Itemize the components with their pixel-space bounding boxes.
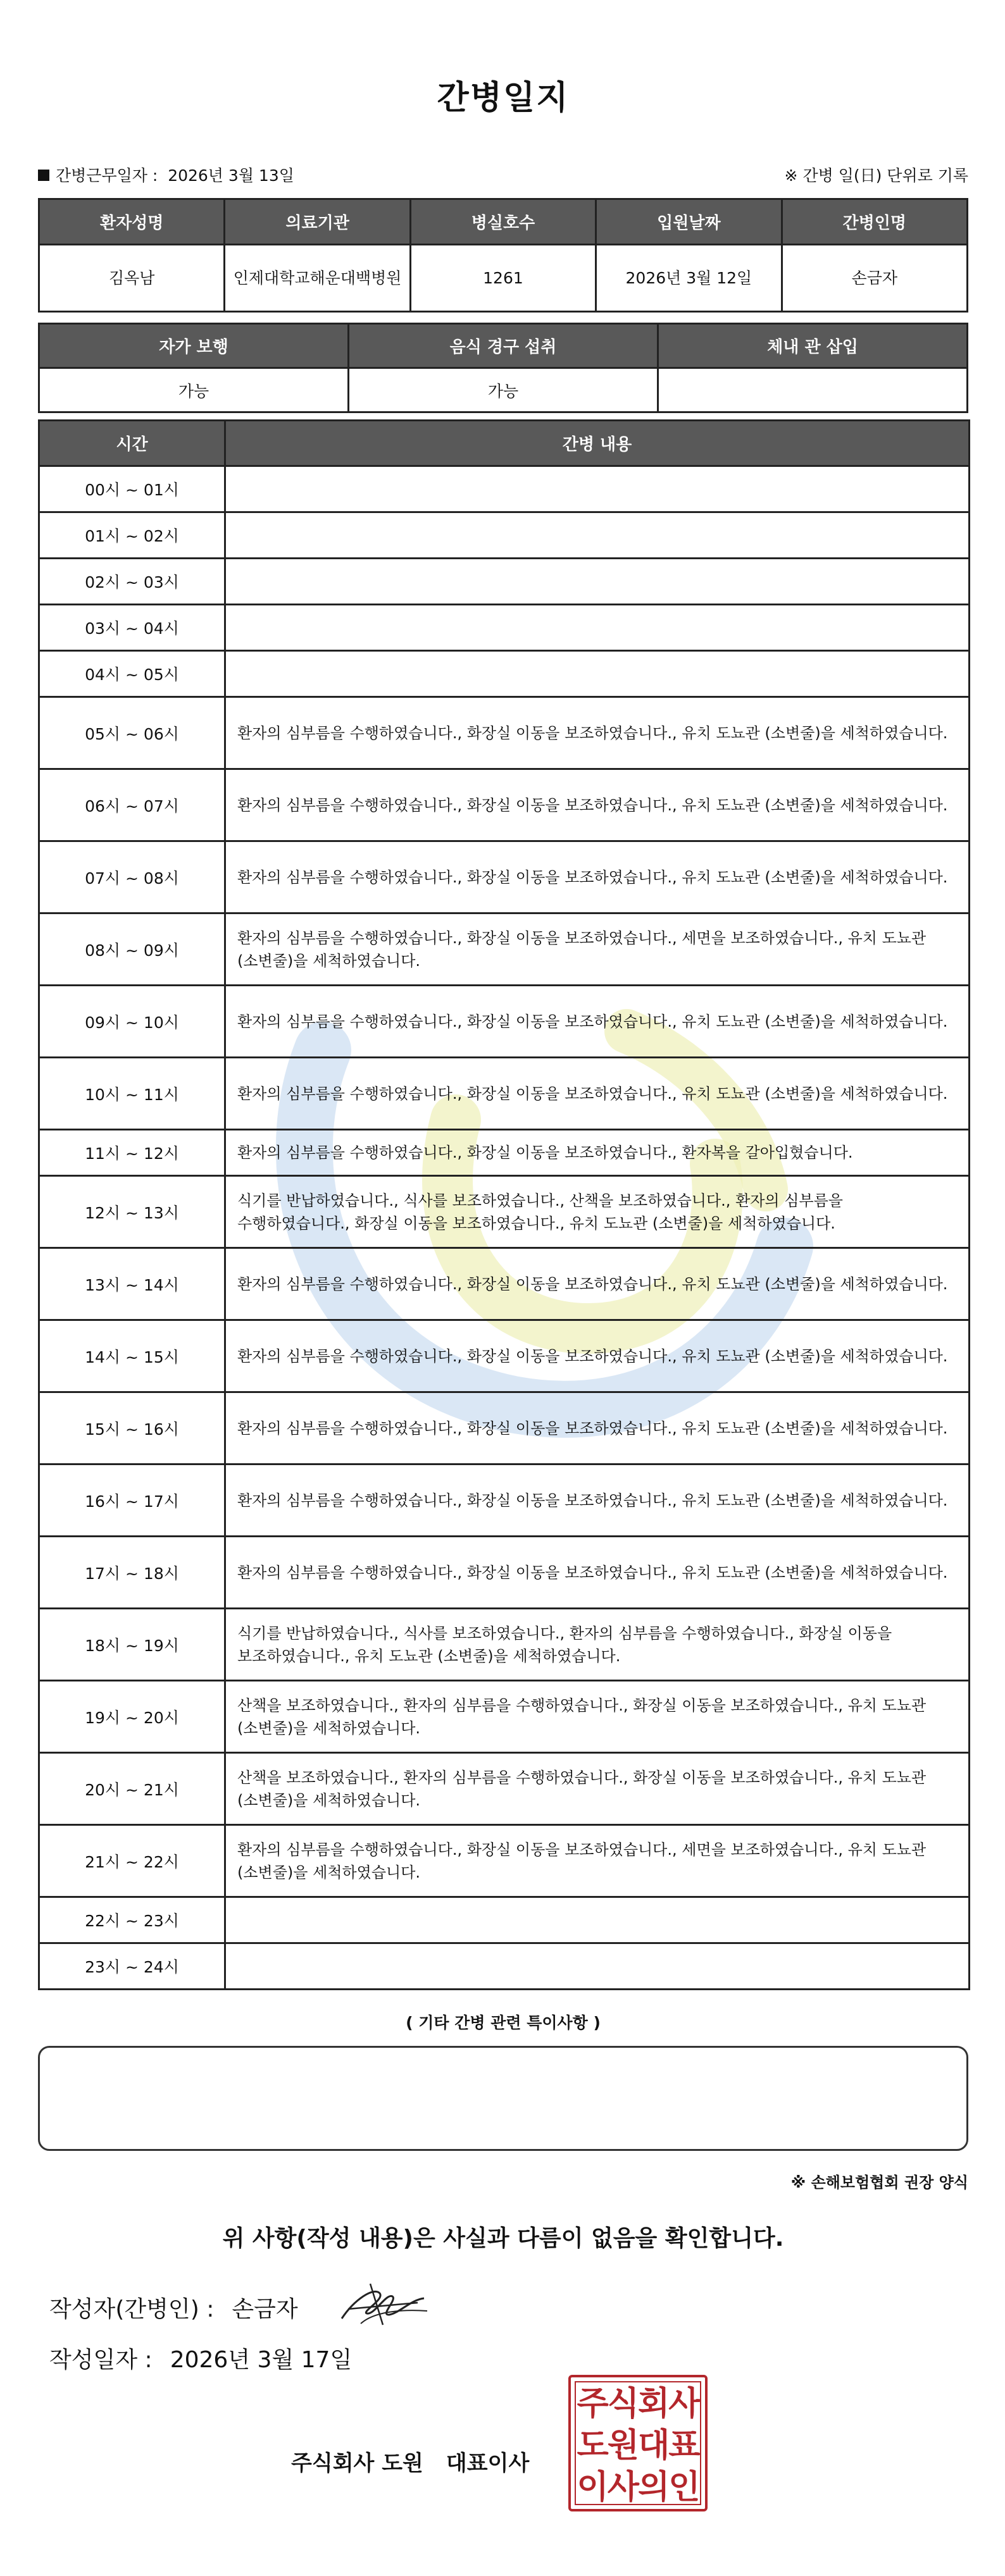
table-row (39, 1058, 970, 1130)
table-row (39, 697, 970, 769)
header-tube: 체내 관 삽입 (658, 324, 968, 368)
care-log-table (38, 419, 970, 1990)
seal-line-1: 주식회사 (577, 2385, 699, 2423)
table-row (39, 1320, 970, 1392)
content-cell: 환자의 심부름을 수행하였습니다., 화장실 이동을 보조하였습니다., 유치 도뇨관 (소변줄)을 세척하였습니다. (225, 986, 970, 1058)
time-cell: 17시 ~ 18시 (39, 1537, 225, 1609)
time-cell: 05시 ~ 06시 (39, 697, 225, 769)
walking-value: 가능 (39, 368, 349, 412)
status-value-row (39, 368, 968, 412)
header-walking: 자가 보행 (39, 324, 349, 368)
header-time: 시간 (39, 421, 225, 466)
header-care-content: 간병 내용 (225, 421, 970, 466)
time-cell: 11시 ~ 12시 (39, 1130, 225, 1176)
written-date-line (49, 2342, 352, 2374)
writer-name: 손금자 (232, 2296, 298, 2322)
time-cell: 09시 ~ 10시 (39, 986, 225, 1058)
content-cell: 환자의 심부름을 수행하였습니다., 화장실 이동을 보조하였습니다., 유치 도뇨관 (소변줄)을 세척하였습니다. (225, 1537, 970, 1609)
content-cell (225, 1897, 970, 1943)
content-cell: 환자의 심부름을 수행하였습니다., 화장실 이동을 보조하였습니다., 유치 도뇨관 (소변줄)을 세척하였습니다. (225, 841, 970, 913)
written-date-label: 작성일자 : (49, 2347, 153, 2373)
company-seal (568, 2375, 708, 2511)
square-bullet-icon (38, 170, 49, 181)
time-cell: 06시 ~ 07시 (39, 769, 225, 841)
table-row (39, 1825, 970, 1897)
table-row (39, 651, 970, 697)
admission-date: 2026년 3월 12일 (596, 245, 782, 312)
time-cell: 13시 ~ 14시 (39, 1248, 225, 1320)
time-cell: 22시 ~ 23시 (39, 1897, 225, 1943)
work-date (38, 163, 294, 186)
time-cell: 02시 ~ 03시 (39, 559, 225, 605)
company-rep-title: 대표이사 (446, 2451, 530, 2476)
table-row (39, 605, 970, 651)
patient-header-row (39, 199, 968, 245)
content-cell: 환자의 심부름을 수행하였습니다., 화장실 이동을 보조하였습니다., 유치 도뇨관 (소변줄)을 세척하였습니다. (225, 1058, 970, 1130)
table-row (39, 1392, 970, 1464)
header-caregiver: 간병인명 (782, 199, 967, 245)
time-cell: 01시 ~ 02시 (39, 512, 225, 559)
time-cell: 12시 ~ 13시 (39, 1176, 225, 1248)
header-admission-date: 입원날짜 (596, 199, 782, 245)
company-name: 주식회사 도원 (291, 2451, 423, 2476)
content-cell (225, 605, 970, 651)
table-row (39, 1609, 970, 1681)
recommend-note: ※ 손해보험협회 권장 양식 (790, 2174, 968, 2191)
header-oral-intake: 음식 경구 섭취 (349, 324, 658, 368)
table-row (39, 769, 970, 841)
table-row (39, 512, 970, 559)
time-cell: 04시 ~ 05시 (39, 651, 225, 697)
seal-line-2: 도원대표 (577, 2427, 699, 2465)
content-cell: 식기를 반납하였습니다., 식사를 보조하였습니다., 산책을 보조하였습니다., 환자의 심부름을 수행하였습니다., 화장실 이동을 보조하였습니다., 유치 도뇨관 (소변줄)을 세척하였습니다. (225, 1176, 970, 1248)
time-cell: 00시 ~ 01시 (39, 466, 225, 512)
content-cell (225, 466, 970, 512)
unit-note: ※ 간병 일(日) 단위로 기록 (784, 166, 968, 185)
time-cell: 08시 ~ 09시 (39, 913, 225, 986)
time-cell: 20시 ~ 21시 (39, 1753, 225, 1825)
work-date-value: 2026년 3월 13일 (168, 166, 294, 185)
content-cell: 환자의 심부름을 수행하였습니다., 화장실 이동을 보조하였습니다., 유치 도뇨관 (소변줄)을 세척하였습니다. (225, 769, 970, 841)
content-cell: 산책을 보조하였습니다., 환자의 심부름을 수행하였습니다., 화장실 이동을 보조하였습니다., 유치 도뇨관 (소변줄)을 세척하였습니다. (225, 1681, 970, 1753)
writer-label: 작성자(간병인) : (49, 2296, 215, 2322)
patient-name: 김옥남 (39, 245, 225, 312)
content-cell (225, 1943, 970, 1990)
header-hospital: 의료기관 (225, 199, 410, 245)
content-cell: 산책을 보조하였습니다., 환자의 심부름을 수행하였습니다., 화장실 이동을 보조하였습니다., 유치 도뇨관 (소변줄)을 세척하였습니다. (225, 1753, 970, 1825)
content-cell: 환자의 심부름을 수행하였습니다., 화장실 이동을 보조하였습니다., 유치 도뇨관 (소변줄)을 세척하였습니다. (225, 1464, 970, 1537)
content-cell: 환자의 심부름을 수행하였습니다., 화장실 이동을 보조하였습니다., 세면을 보조하였습니다., 유치 도뇨관 (소변줄)을 세척하였습니다. (225, 913, 970, 986)
table-row (39, 986, 970, 1058)
time-cell: 15시 ~ 16시 (39, 1392, 225, 1464)
company-line (291, 2446, 529, 2477)
work-date-label: 간병근무일자 : (56, 166, 158, 185)
table-row (39, 1753, 970, 1825)
patient-value-row (39, 245, 968, 312)
page-title: 간병일지 (437, 79, 570, 117)
oral-intake-value: 가능 (349, 368, 658, 412)
time-cell: 23시 ~ 24시 (39, 1943, 225, 1990)
time-cell: 18시 ~ 19시 (39, 1609, 225, 1681)
header-patient-name: 환자성명 (39, 199, 225, 245)
status-header-row (39, 324, 968, 368)
time-cell: 14시 ~ 15시 (39, 1320, 225, 1392)
content-cell (225, 512, 970, 559)
content-cell (225, 651, 970, 697)
content-cell: 식기를 반납하였습니다., 식사를 보조하였습니다., 환자의 심부름을 수행하였습니다., 화장실 이동을 보조하였습니다., 유치 도뇨관 (소변줄)을 세척하였습니다. (225, 1609, 970, 1681)
caregiver-name: 손금자 (782, 245, 967, 312)
hospital-name: 인제대학교해운대백병원 (225, 245, 410, 312)
table-row (39, 1681, 970, 1753)
time-cell: 03시 ~ 04시 (39, 605, 225, 651)
table-row (39, 1248, 970, 1320)
tube-value (658, 368, 968, 412)
time-cell: 19시 ~ 20시 (39, 1681, 225, 1753)
patient-info-table (38, 198, 968, 313)
signature-icon (335, 2274, 430, 2331)
writer-line (49, 2291, 298, 2324)
table-row (39, 1130, 970, 1176)
room-number: 1261 (410, 245, 596, 312)
content-cell: 환자의 심부름을 수행하였습니다., 화장실 이동을 보조하였습니다., 유치 도뇨관 (소변줄)을 세척하였습니다. (225, 697, 970, 769)
content-cell: 환자의 심부름을 수행하였습니다., 화장실 이동을 보조하였습니다., 세면을 보조하였습니다., 유치 도뇨관 (소변줄)을 세척하였습니다. (225, 1825, 970, 1897)
table-row (39, 1897, 970, 1943)
table-row (39, 1176, 970, 1248)
meta-row (38, 163, 968, 186)
table-row (39, 466, 970, 512)
content-cell: 환자의 심부름을 수행하였습니다., 화장실 이동을 보조하였습니다., 유치 도뇨관 (소변줄)을 세척하였습니다. (225, 1248, 970, 1320)
table-row (39, 559, 970, 605)
notes-box (38, 2046, 968, 2151)
written-date-value: 2026년 3월 17일 (170, 2347, 353, 2373)
notes-title: ( 기타 간병 관련 특이사항 ) (406, 2014, 601, 2032)
table-row (39, 913, 970, 986)
content-cell: 환자의 심부름을 수행하였습니다., 화장실 이동을 보조하였습니다., 환자복을 갈아입혔습니다. (225, 1130, 970, 1176)
content-cell: 환자의 심부름을 수행하였습니다., 화장실 이동을 보조하였습니다., 유치 도뇨관 (소변줄)을 세척하였습니다. (225, 1392, 970, 1464)
time-cell: 21시 ~ 22시 (39, 1825, 225, 1897)
content-cell: 환자의 심부름을 수행하였습니다., 화장실 이동을 보조하였습니다., 유치 도뇨관 (소변줄)을 세척하였습니다. (225, 1320, 970, 1392)
table-row (39, 1537, 970, 1609)
table-row (39, 1464, 970, 1537)
header-room: 병실호수 (410, 199, 596, 245)
table-row (39, 841, 970, 913)
log-header-row (39, 421, 970, 466)
patient-status-table (38, 323, 968, 413)
seal-line-3: 이사의인 (577, 2468, 699, 2506)
time-cell: 07시 ~ 08시 (39, 841, 225, 913)
time-cell: 16시 ~ 17시 (39, 1464, 225, 1537)
confirmation-statement: 위 사항(작성 내용)은 사실과 다름이 없음을 확인합니다. (222, 2226, 784, 2251)
content-cell (225, 559, 970, 605)
table-row (39, 1943, 970, 1990)
time-cell: 10시 ~ 11시 (39, 1058, 225, 1130)
